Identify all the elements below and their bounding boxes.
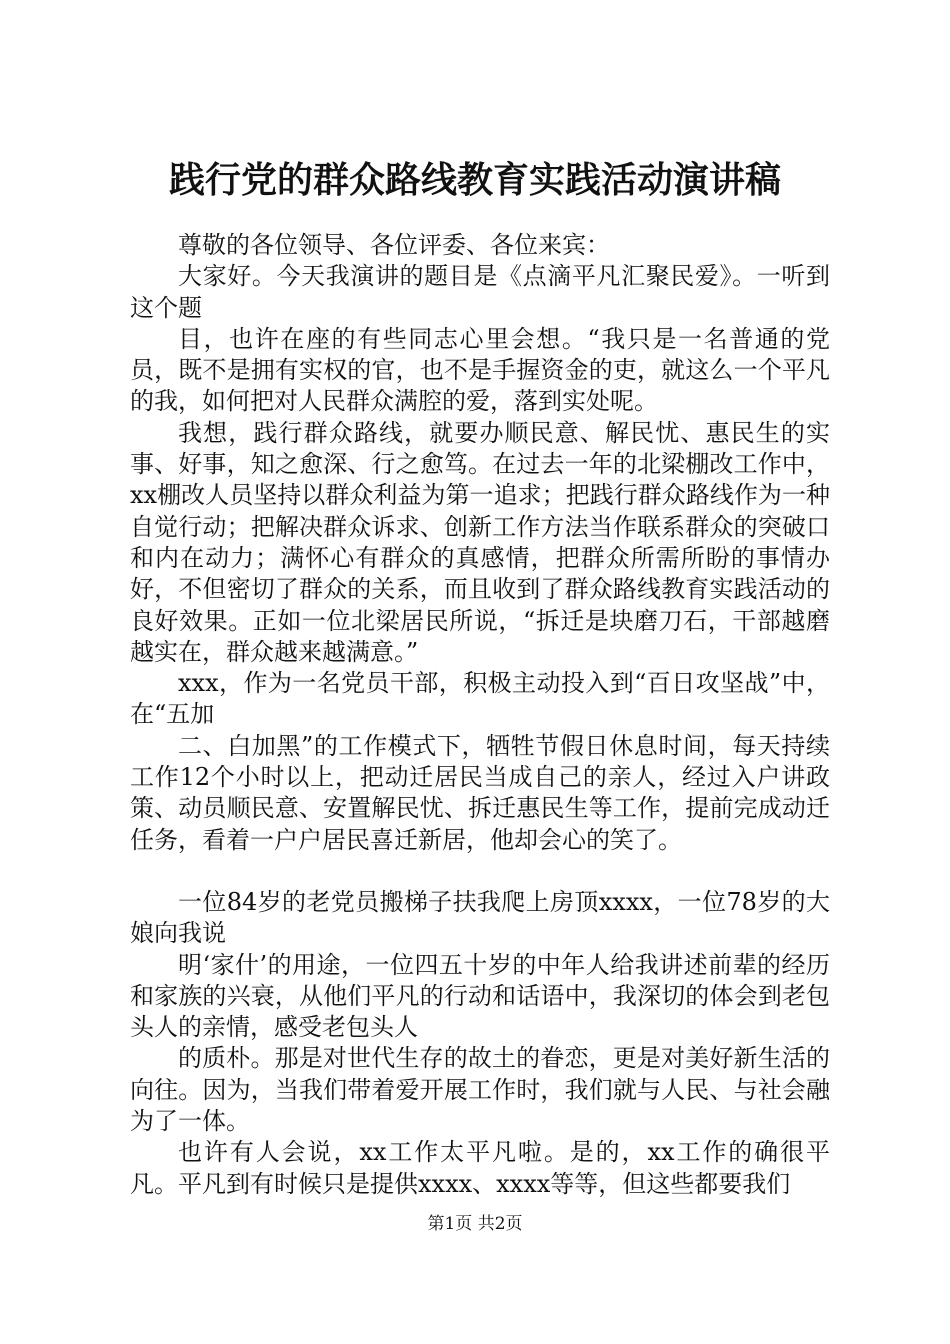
paragraph: 明‘家什’的用途，一位四五十岁的中年人给我讲述前辈的经历和家族的兴衰，从他们平凡的行动和话语中，我深切的体会到老包头人的亲情，感受老包头人 xyxy=(130,950,830,1042)
paragraph: 大家好。今天我演讲的题目是《点滴平凡汇聚民爱》。一听到这个题 xyxy=(130,262,830,322)
paragraph: 目，也许在座的有些同志心里会想。“我只是一名普通的党员，既不是拥有实权的官，也不是手握资金的吏，就这么一个平凡的我，如何把对人民群众满腔的爱，落到实处呢。 xyxy=(130,324,830,416)
document-title: 践行党的群众路线教育实践活动演讲稿 xyxy=(168,159,781,201)
paragraph-spacer xyxy=(130,856,830,887)
paragraph: 尊敬的各位领导、各位评委、各位来宾： xyxy=(178,231,610,259)
paragraph: 二、白加黑”的工作模式下，牺牲节假日休息时间，每天持续工作12个小时以上，把动迁居民当成自己的亲人，经过入户讲政策、动员顺民意、安置解民忧、拆迁惠民生等工作，提前完成动迁任务，看着一户户居民喜迁新居，他却会心的笑了。 xyxy=(130,731,830,854)
paragraph: 我想，践行群众路线，就要办顺民意、解民忧、惠民生的实事、好事，知之愈深、行之愈笃。在过去一年的北梁棚改工作中，xx棚改人员坚持以群众利益为第一追求；把践行群众路线作为一种自觉行动；把解决群众诉求、创新工作方法当作联系群众的突破口和内在动力；满怀心有群众的真感情，把群众所需所盼的事情办好，不但密切了群众的关系，而且收到了群众路线教育实践活动的良好效果。正如一位北梁居民所说，“拆迁是块磨刀石，干部越磨越实在，群众越来越满意。” xyxy=(130,418,830,666)
page-footer: 第1页 共2页 xyxy=(427,1214,523,1234)
paragraph: 的质朴。那是对世代生存的故土的眷恋，更是对美好新生活的向往。因为，当我们带着爱开展工作时，我们就与人民、与社会融为了一体。 xyxy=(130,1044,830,1136)
paragraph: 一位84岁的老党员搬梯子扶我爬上房顶xxxx，一位78岁的大娘向我说 xyxy=(130,887,830,948)
paragraph: xxx，作为一名党员干部，积极主动投入到“百日攻坚战”中，在“五加 xyxy=(130,669,830,729)
document-body xyxy=(130,230,830,1200)
paragraph: 也许有人会说，xx工作太平凡啦。是的，xx工作的确很平凡。平凡到有时候只是提供xxxx、xxxx等等，但这些都要我们 xyxy=(130,1138,830,1198)
